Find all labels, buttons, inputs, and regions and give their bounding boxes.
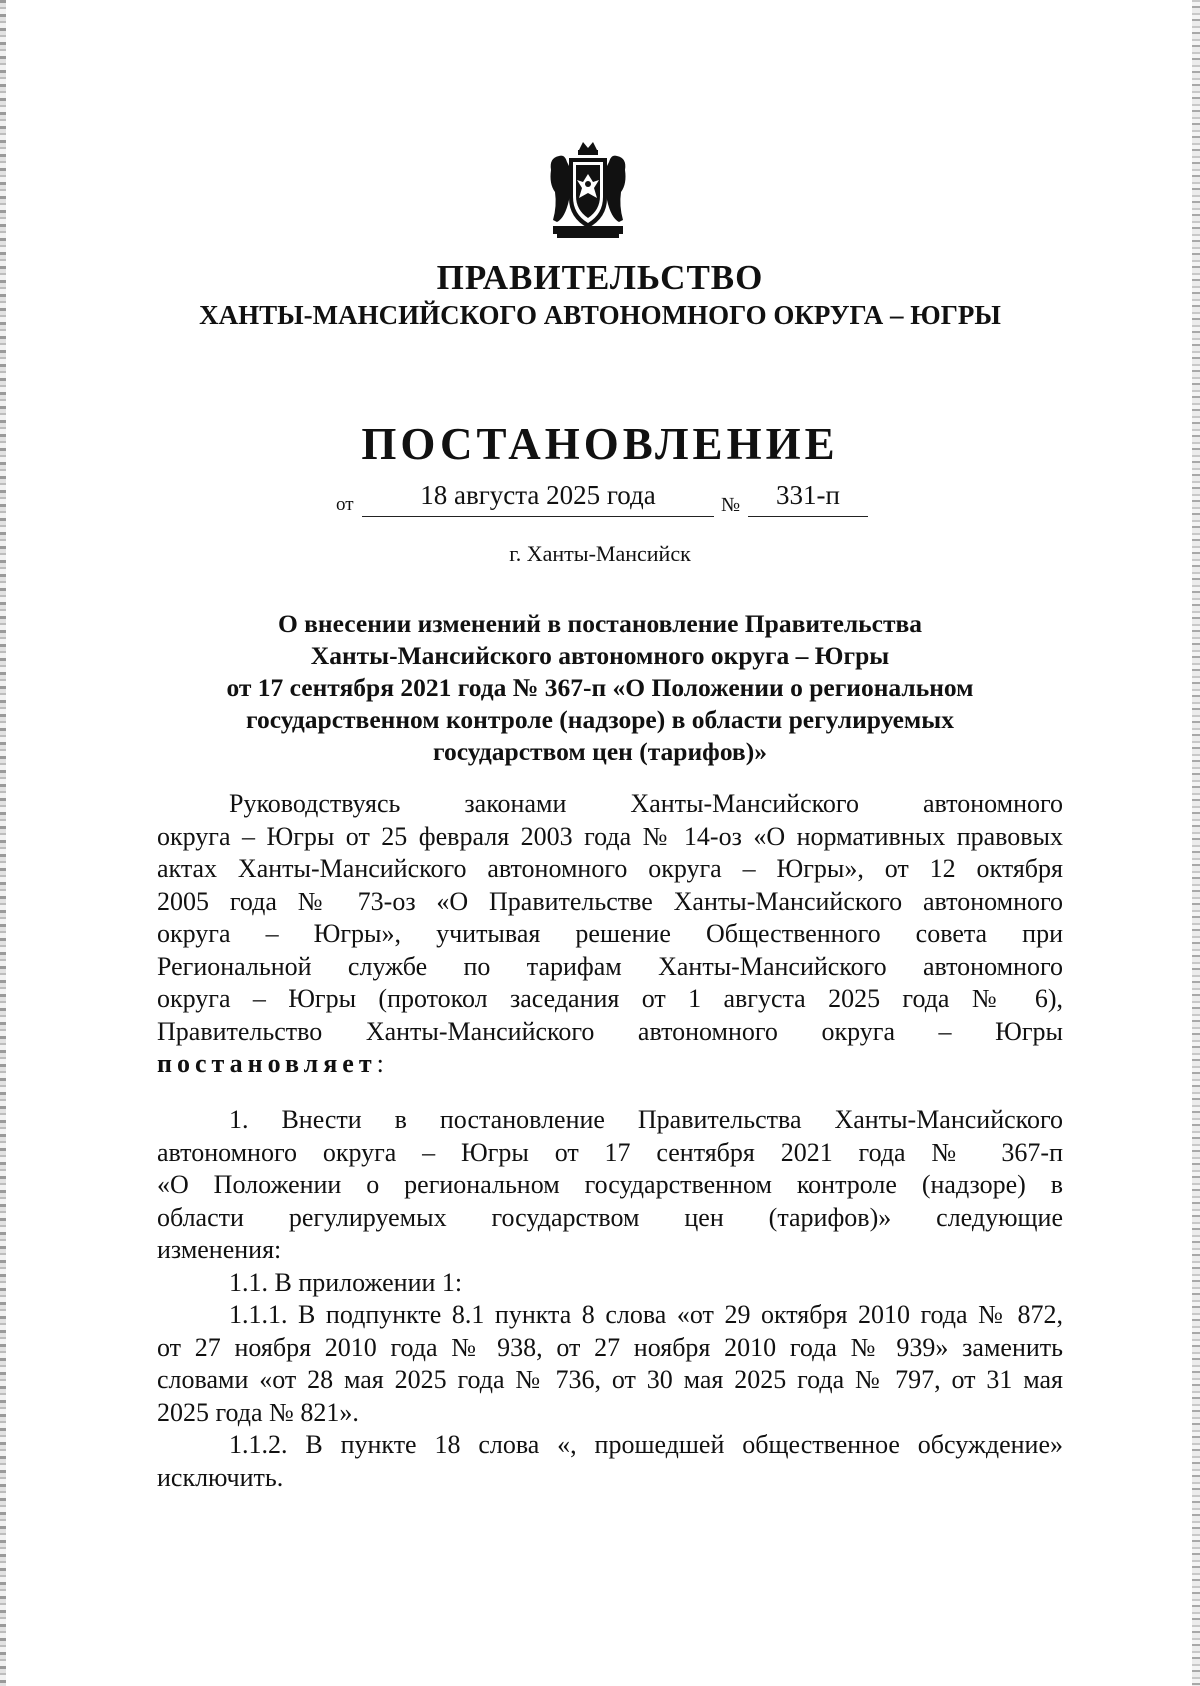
clause-1-1-2-line: 1.1.2. В пункте 18 слова «, прошедшей общественное обсуждение» bbox=[229, 1430, 1063, 1459]
clause-1-1-1-line: 1.1.1. В подпункте 8.1 пункта 8 слова «от 29 октября 2010 года № 872, bbox=[229, 1300, 1063, 1329]
preamble-line: округа – Югры», учитывая решение Общественного совета при bbox=[157, 919, 1063, 948]
clause-1 bbox=[157, 1104, 1063, 1494]
clause-line: «О Положении о региональном государственном контроле (надзоре) в bbox=[157, 1170, 1063, 1199]
date-prefix: от bbox=[336, 494, 354, 515]
clause-line: изменения: bbox=[157, 1235, 282, 1264]
document-subject bbox=[160, 608, 1040, 768]
clause-1-1-2-line: исключить. bbox=[157, 1462, 284, 1492]
preamble-line: актах Ханты-Мансийского автономного округа – Югры», от 12 октября bbox=[157, 854, 1063, 883]
number-prefix: № bbox=[721, 494, 741, 516]
preamble-line: округа – Югры от 25 февраля 2003 года № 14-оз «О нормативных правовых bbox=[157, 821, 1063, 851]
document-city: г. Ханты-Мансийск bbox=[509, 541, 691, 566]
resolves-line bbox=[157, 1048, 1063, 1081]
clause-line: автономного округа – Югры от 17 сентября 2021 года № 367-п bbox=[157, 1137, 1063, 1167]
clause-1-1-1-line: 2025 года № 821». bbox=[157, 1397, 359, 1427]
preamble-line: Региональной службе по тарифам Ханты-Мансийского автономного bbox=[157, 951, 1063, 981]
clause-line: области регулируемых государством цен (тарифов)» следующие bbox=[157, 1202, 1063, 1232]
clause-line: 1. Внести в постановление Правительства Ханты-Мансийского bbox=[229, 1105, 1063, 1134]
subject-line: Ханты-Мансийского автономного округа – Югры bbox=[310, 641, 890, 670]
subject-line: О внесении изменений в постановление Правительства bbox=[277, 609, 923, 638]
scan-edge-left bbox=[0, 0, 6, 1686]
subject-line: государственном контроле (надзоре) в области регулируемых bbox=[246, 705, 954, 734]
preamble-line: округа – Югры (протокол заседания от 1 августа 2025 года № 6), bbox=[157, 984, 1063, 1013]
preamble-line: Руководствуясь законами Ханты-Мансийского автономного bbox=[229, 789, 1063, 818]
clause-1-1-1-line: словами «от 28 мая 2025 года № 736, от 30 мая 2025 года № 797, от 31 мая bbox=[157, 1365, 1063, 1394]
clause-1-1-1-line: от 27 ноября 2010 года № 938, от 27 ноября 2010 года № 939» заменить bbox=[157, 1332, 1063, 1362]
preamble-line: Правительство Ханты-Мансийского автономного округа – Югры bbox=[157, 1016, 1063, 1046]
clause-1-1: 1.1. В приложении 1: bbox=[229, 1267, 463, 1297]
region-title: ХАНТЫ-МАНСИЙСКОГО АВТОНОМНОГО ОКРУГА – ЮГРЫ bbox=[199, 300, 1001, 330]
resolves-colon: : bbox=[376, 1049, 384, 1078]
scan-edge-right bbox=[1192, 0, 1200, 1686]
government-title: ПРАВИТЕЛЬСТВО bbox=[436, 258, 764, 297]
resolves-word: постановляет bbox=[157, 1049, 377, 1078]
subject-line: от 17 сентября 2021 года № 367-п «О Положении о региональном bbox=[226, 673, 974, 702]
document-date: 18 августа 2025 года bbox=[362, 480, 714, 517]
document-number: 331-п bbox=[748, 480, 868, 517]
preamble-paragraph bbox=[157, 788, 1063, 1081]
subject-line: государством цен (тарифов)» bbox=[433, 737, 767, 766]
preamble-line: 2005 года № 73-оз «О Правительстве Ханты-Мансийского автономного bbox=[157, 886, 1063, 916]
document-type: ПОСТАНОВЛЕНИЕ bbox=[361, 419, 839, 469]
coat-of-arms-icon bbox=[547, 140, 629, 240]
